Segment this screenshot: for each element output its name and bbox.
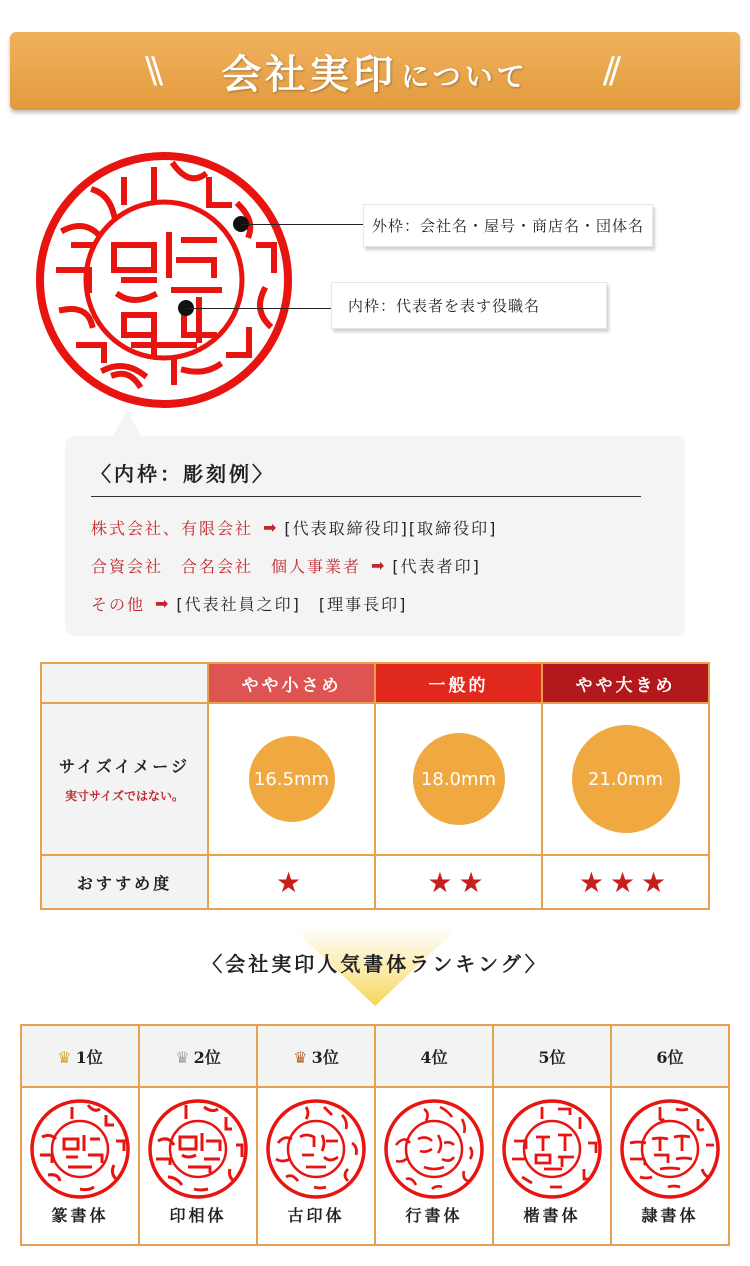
gold-crown-icon: ♛ [57, 1047, 72, 1067]
company-seal-illustration [34, 150, 294, 410]
insou-seal-sample [146, 1097, 250, 1201]
font-name-kaisho: 楷書体 [493, 1201, 611, 1245]
size-cell-large [542, 703, 709, 855]
rank-cell [139, 1025, 257, 1087]
tensho-seal-sample [28, 1097, 132, 1201]
font-name-gyosho: 行書体 [375, 1201, 493, 1245]
example-row [91, 516, 497, 539]
banner-subtitle: について [401, 60, 529, 93]
outer-frame-callout-line [241, 224, 363, 225]
rank-label: 2位 [193, 1047, 221, 1067]
arrow-right-icon: ➡ [263, 518, 279, 537]
banner-slash-left: \\ [145, 50, 158, 91]
inner-frame-callout-line [186, 308, 331, 309]
section-header-banner [10, 32, 740, 110]
example-row-type: 合資会社 合名会社 個人事業者 [91, 557, 362, 576]
bronze-crown-icon: ♛ [293, 1047, 308, 1067]
divider [91, 496, 641, 497]
reisho-seal-sample [618, 1097, 722, 1201]
rank-cell [257, 1025, 375, 1087]
size-comparison-table [40, 662, 710, 910]
size-image-row-label [41, 703, 208, 855]
recommend-cell-standard [375, 855, 542, 909]
font-name-reisho: 隷書体 [611, 1201, 729, 1245]
recommend-cell-small [208, 855, 375, 909]
rank-label: 3位 [311, 1047, 339, 1067]
size-header-small: やや小さめ [208, 663, 375, 703]
example-row-type: 株式会社、有限会社 [91, 519, 254, 538]
size-cell-standard [375, 703, 542, 855]
banner-title: 会社実印 [221, 50, 398, 98]
size-circle-large: 21.0mm [572, 725, 680, 833]
example-row-type: その他 [91, 595, 146, 614]
outer-frame-label: 外枠：会社名・屋号・商店名・団体名 [363, 204, 653, 247]
rank-label: 4位 [420, 1047, 448, 1067]
rank-cell [375, 1025, 493, 1087]
seal-sample-cell [375, 1087, 493, 1201]
rank-cell [611, 1025, 729, 1087]
recommend-label: おすすめ度 [41, 855, 208, 909]
ranking-title: 〈会社実印人気書体ランキング〉 [202, 952, 548, 976]
kaisho-seal-sample [500, 1097, 604, 1201]
font-ranking-table [20, 1024, 730, 1246]
engraving-example-panel [65, 436, 685, 636]
example-row-engraving: [代表者印] [392, 557, 481, 576]
size-header-standard: 一般的 [375, 663, 542, 703]
banner-slash-right: // [602, 50, 615, 91]
size-cell-small [208, 703, 375, 855]
seal-sample-cell [611, 1087, 729, 1201]
example-row [91, 592, 407, 615]
star-icon: ★ [275, 865, 308, 899]
engraving-example-title: 〈内枠：彫刻例〉 [91, 462, 275, 486]
arrow-right-icon: ➡ [371, 556, 387, 575]
size-image-label: サイズイメージ [59, 757, 190, 776]
size-image-note: 実寸サイズではない。 [64, 789, 185, 803]
arrow-right-icon: ➡ [155, 594, 171, 613]
star-icon: ★★★ [578, 865, 673, 899]
seal-sample-cell [257, 1087, 375, 1201]
rank-label: 5位 [538, 1047, 566, 1067]
seal-sample-cell [21, 1087, 139, 1201]
size-circle-standard: 18.0mm [413, 733, 505, 825]
rank-cell [493, 1025, 611, 1087]
koin-seal-sample [264, 1097, 368, 1201]
rank-label: 1位 [75, 1047, 103, 1067]
recommend-cell-large [542, 855, 709, 909]
star-icon: ★★ [427, 865, 490, 899]
font-name-koin: 古印体 [257, 1201, 375, 1245]
font-name-insou: 印相体 [139, 1201, 257, 1245]
inner-frame-label: 内枠：代表者を表す役職名 [331, 282, 607, 329]
silver-crown-icon: ♛ [175, 1047, 190, 1067]
gyosho-seal-sample [382, 1097, 486, 1201]
seal-sample-cell [139, 1087, 257, 1201]
size-header-large: やや大きめ [542, 663, 709, 703]
example-row-engraving: [代表社員之印] [理事長印] [176, 595, 408, 614]
seal-sample-cell [493, 1087, 611, 1201]
size-circle-small: 16.5mm [249, 736, 335, 822]
example-row [91, 554, 481, 577]
table-corner-cell [41, 663, 208, 703]
font-name-tensho: 篆書体 [21, 1201, 139, 1245]
example-row-engraving: [代表取締役印][取締役印] [284, 519, 498, 538]
rank-cell [21, 1025, 139, 1087]
rank-label: 6位 [656, 1047, 684, 1067]
